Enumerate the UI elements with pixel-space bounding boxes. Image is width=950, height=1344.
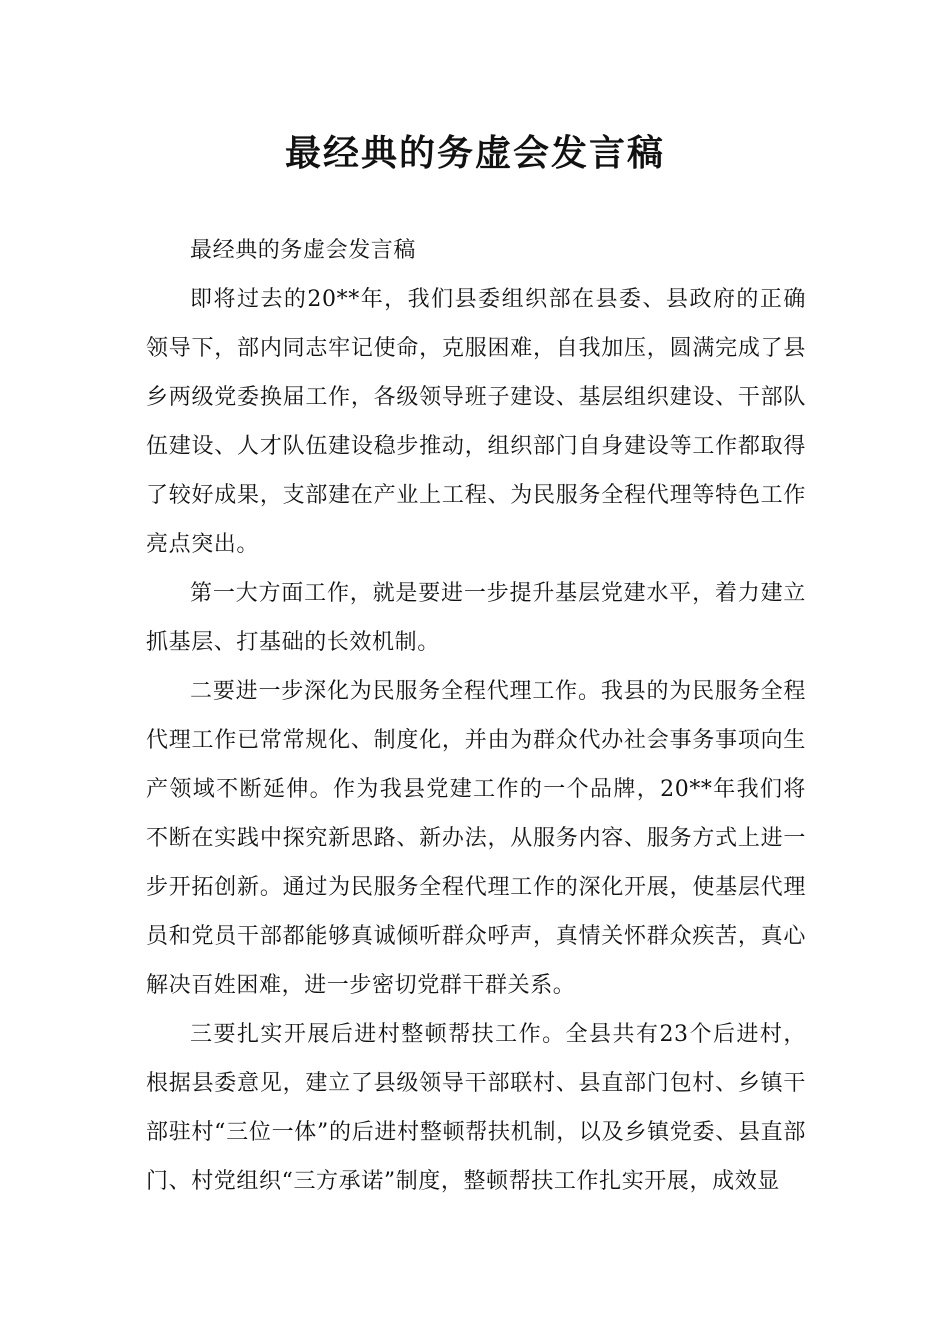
document-body [146,226,806,1206]
document-title: 最经典的务虚会发言稿 [284,133,665,174]
paragraph-second-point: 二要进一步深化为民服务全程代理工作。我县的为民服务全程代理工作已常常规化、制度化，并由为群众代办社会事务事项向生产领域不断延伸。作为我县党建工作的一个品牌，20**年我们将不断在实践中探究新思路、新办法，从服务内容、服务方式上进一步开拓创新。通过为民服务全程代理工作的深化开展，使基层代理员和党员干部都能够真诚倾听群众呼声，真情关怀群众疾苦，真心解决百姓困难，进一步密切党群干群关系。 [146,679,806,998]
paragraph-intro: 即将过去的20**年，我们县委组织部在县委、县政府的正确领导下，部内同志牢记使命，克服困难，自我加压，圆满完成了县乡两级党委换届工作，各级领导班子建设、基层组织建设、干部队伍建设、人才队伍建设稳步推动，组织部门自身建设等工作都取得了较好成果，支部建在产业上工程、为民服务全程代理等特色工作亮点突出。 [146,287,806,557]
paragraph-first-aspect: 第一大方面工作，就是要进一步提升基层党建水平，着力建立抓基层、打基础的长效机制。 [146,581,806,655]
paragraph-third-point: 三要扎实开展后进村整顿帮扶工作。全县共有23个后进村，根据县委意见，建立了县级领导干部联村、县直部门包村、乡镇干部驻村“三位一体”的后进村整顿帮扶机制，以及乡镇党委、县直部门、村党组织“三方承诺”制度，整顿帮扶工作扎实开展，成效显 [146,1022,806,1194]
paragraph-subtitle: 最经典的务虚会发言稿 [190,238,417,263]
